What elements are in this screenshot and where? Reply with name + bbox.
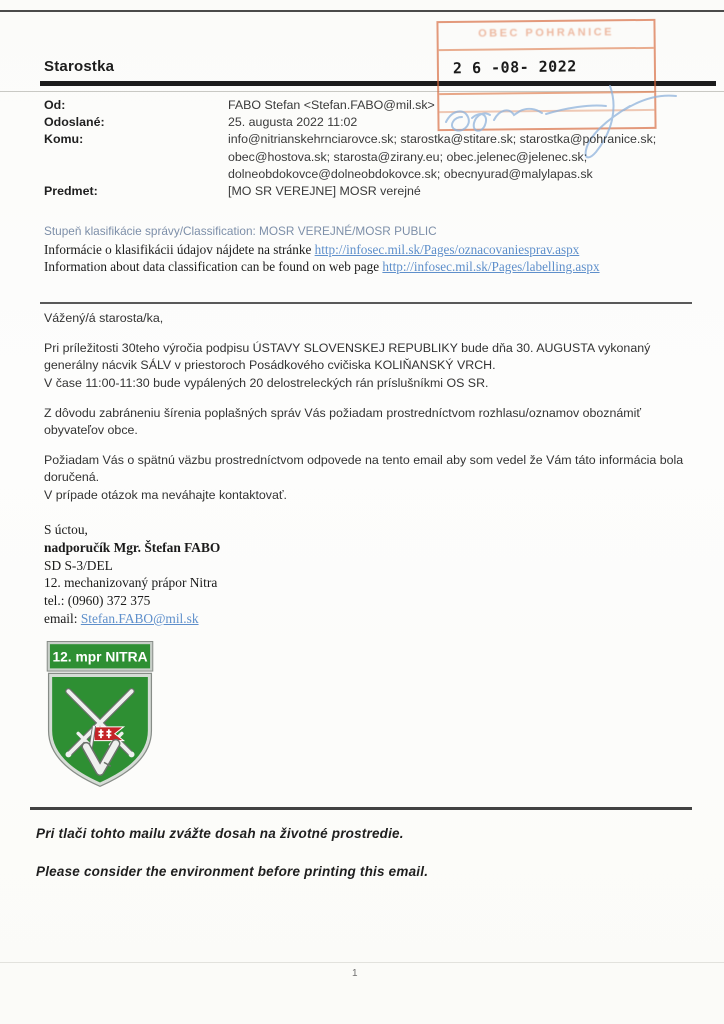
body-paragraph: Z dôvodu zabráneniu šírenia poplašných správ Vás požiadam prostredníctvom rozhlasu/oznamov oboznámiť obyvateľov obce. xyxy=(44,406,641,438)
header-row-to-cont xyxy=(44,166,656,183)
stamp-divider-line xyxy=(439,47,654,51)
page-number: 1 xyxy=(352,968,358,979)
body-paragraph: V prípade otázok ma neváhajte kontaktovať. xyxy=(44,488,287,502)
classification-link-en[interactable]: http://infosec.mil.sk/Pages/labelling.aspx xyxy=(382,258,600,274)
header-row-to xyxy=(44,131,656,148)
signature-email-row xyxy=(44,610,220,628)
scan-top-edge-line xyxy=(0,10,724,12)
page-title: Starostka xyxy=(44,58,115,75)
eco-notice-en: Please consider the environment before printing this email. xyxy=(36,864,429,879)
signature-closing: S úctou, xyxy=(44,522,88,537)
body-paragraph: Pri príležitosti 30teho výročia podpisu ÚSTAVY SLOVENSKEJ REPUBLIKY bude dňa 30. AUGUSTA vykonaný generálny nácvik SÁLV v priestoroch Posádkového cvičiska KOLIŇANSKÝ VRCH. xyxy=(44,341,651,373)
salutation: Vážený/á starosta/ka, xyxy=(44,311,164,325)
to-recipients-line: obec@hostova.sk; starosta@zirany.eu; obec.jelenec@jelenec.sk; xyxy=(228,149,588,164)
classification-info-en xyxy=(44,259,600,276)
classification-info-sk xyxy=(44,242,600,259)
spacer xyxy=(44,149,228,166)
signature-unit: SD S-3/DEL xyxy=(44,557,113,573)
email-header xyxy=(44,97,656,200)
sent-label: Odoslané: xyxy=(44,115,105,130)
classification-block xyxy=(44,224,600,276)
body-paragraph: Požiadam Vás o spätnú väzbu prostredníctvom odpovede na tento email aby som vedel že Vám táto informácia bola doručená. xyxy=(44,453,684,485)
classification-info-en-text: Information about data classification can be found on web page xyxy=(44,258,383,274)
to-label: Komu: xyxy=(44,132,84,147)
body-paragraph: V čase 11:00-11:30 bude vypálených 20 delostreleckých rán príslušníkmi OS SR. xyxy=(44,376,489,390)
signature-name: nadporučík Mgr. Štefan FABO xyxy=(44,539,221,555)
sent-value: 25. augusta 2022 11:02 xyxy=(228,115,358,130)
to-recipients-line: info@nitrianskehrnciarovce.sk; starostka@stitare.sk; starostka@pohranice.sk; xyxy=(228,132,657,147)
from-value: FABO Stefan <Stefan.FABO@mil.sk> xyxy=(228,98,435,112)
to-recipients-line: dolneobdokovce@dolneobdokovce.sk; obecnyurad@malylapas.sk xyxy=(228,166,593,181)
stamp-date: 2 6 -08- 2022 xyxy=(452,57,577,78)
subject-label: Predmet: xyxy=(44,184,98,199)
classification-link-sk[interactable]: http://infosec.mil.sk/Pages/oznacovaniesprav.aspx xyxy=(314,242,580,257)
subject-value: [MO SR VEREJNE] MOSR verejné xyxy=(228,184,421,199)
footer-rule xyxy=(30,807,692,810)
signature-battalion: 12. mechanizovaný prápor Nitra xyxy=(44,575,218,591)
classification-info-sk-text: Informácie o klasifikácii údajov nájdete na stránke xyxy=(44,242,315,257)
header-row-sent xyxy=(44,114,656,131)
classification-level: Stupeň klasifikácie správy/Classification: MOSR VEREJNÉ/MOSR PUBLIC xyxy=(44,224,437,238)
badge-title: 12. mpr NITRA xyxy=(52,648,148,665)
signature-email-link[interactable]: Stefan.FABO@mil.sk xyxy=(80,610,199,626)
stamp-org-name: OBEC POHRANICE xyxy=(478,26,615,40)
eco-notice-sk: Pri tlači tohto mailu zvážte dosah na životné prostredie. xyxy=(36,826,404,841)
signature-block xyxy=(44,521,220,628)
signature-email-label: email: xyxy=(44,610,81,626)
from-label: Od: xyxy=(44,98,66,112)
header-row-to-cont xyxy=(44,149,656,166)
scan-bottom-faint-line xyxy=(0,962,724,963)
header-row-subject xyxy=(44,183,656,200)
spacer xyxy=(44,166,228,183)
signature-phone: tel.: (0960) 372 375 xyxy=(44,593,151,609)
body-divider-rule xyxy=(40,302,692,304)
unit-badge-12mpr-nitra xyxy=(38,640,162,788)
header-row-from xyxy=(44,97,656,114)
